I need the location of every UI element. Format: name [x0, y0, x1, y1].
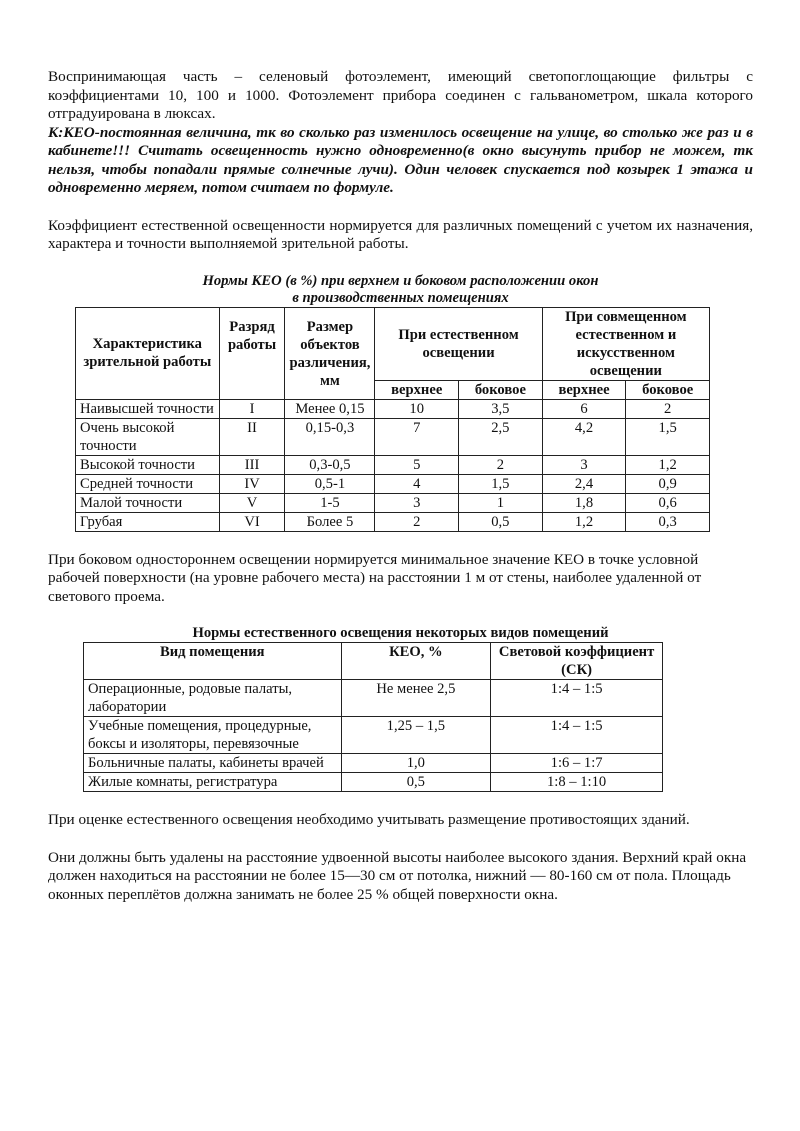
paragraph-buildings: При оценке естественного освещения необходимо учитывать размещение противостоящих зданий. — [48, 811, 690, 828]
cell-room: Учебные помещения, процедурные, боксы и изоляторы, перевязочные — [84, 717, 342, 754]
room-lighting-table — [83, 642, 663, 792]
table-row — [84, 754, 663, 773]
header-combined-side: боковое — [626, 380, 710, 399]
header-sk: Световой коэффициент (СК) — [491, 643, 663, 680]
cell-sk: 1:8 – 1:10 — [491, 773, 663, 792]
table-row — [76, 512, 710, 531]
cell-natural-side: 1,5 — [459, 474, 543, 493]
cell-characteristic: Очень высокой точности — [76, 418, 220, 455]
header-combined-top: верхнее — [542, 380, 626, 399]
cell-room: Жилые комнаты, регистратура — [84, 773, 342, 792]
cell-natural-side: 0,5 — [459, 512, 543, 531]
cell-natural-top: 2 — [375, 512, 459, 531]
cell-natural-side: 1 — [459, 493, 543, 512]
table-row — [76, 493, 710, 512]
header-combined: При совмещенном естественном и искусственном освещении — [542, 307, 709, 380]
table-row — [84, 717, 663, 754]
paragraph-photocell: Воспринимающая часть – селеновый фотоэлемент, имеющий светопоглощающие фильтры с коэффициентами 10, 100 и 1000. Фотоэлемент прибора соединен с гальванометром, шкала которого отградуирована в люксах. — [48, 68, 753, 122]
cell-combined-top: 1,8 — [542, 493, 626, 512]
cell-size: Менее 0,15 — [285, 399, 375, 418]
cell-category: V — [219, 493, 285, 512]
cell-size: 1-5 — [285, 493, 375, 512]
header-category: Разряд работы — [219, 307, 285, 399]
cell-combined-top: 2,4 — [542, 474, 626, 493]
cell-combined-side: 0,6 — [626, 493, 710, 512]
paragraph-side-lighting: При боковом одностороннем освещении нормируется минимальное значение КЕО в точке условной рабочей поверхности (на уровне рабочего места) на расстоянии 1 м от стены, наиболее удаленной от светового проема. — [48, 550, 702, 605]
cell-combined-top: 4,2 — [542, 418, 626, 455]
table-row — [84, 680, 663, 717]
cell-combined-top: 1,2 — [542, 512, 626, 531]
cell-natural-top: 4 — [375, 474, 459, 493]
cell-room: Операционные, родовые палаты, лаборатории — [84, 680, 342, 717]
cell-characteristic: Высокой точности — [76, 455, 220, 474]
cell-natural-top: 7 — [375, 418, 459, 455]
cell-size: Более 5 — [285, 512, 375, 531]
cell-sk: 1:6 – 1:7 — [491, 754, 663, 773]
cell-size: 0,3-0,5 — [285, 455, 375, 474]
header-natural: При естественном освещении — [375, 307, 542, 380]
table-row — [76, 455, 710, 474]
cell-characteristic: Малой точности — [76, 493, 220, 512]
cell-combined-side: 1,5 — [626, 418, 710, 455]
table2-caption: Нормы естественного освещения некоторых видов помещений — [192, 625, 609, 641]
paragraph-keo-note: К:КЕО-постоянная величина, тк во сколько раз изменилось освещение на улице, во столько же раз и в кабинете!!! Считать освещенность нужно одновременно(в окно высунуть прибор не можем, тк нельзя, чтобы попадали прямые солнечные лучи). Один человек спускается под козырек 1 этажа и одновременно меряем, потом считаем по формуле. — [48, 123, 753, 196]
keo-norms-table — [75, 307, 710, 532]
cell-characteristic: Грубая — [76, 512, 220, 531]
table-row — [76, 399, 710, 418]
cell-characteristic: Наивысшей точности — [76, 399, 220, 418]
cell-sk: 1:4 – 1:5 — [491, 717, 663, 754]
cell-keo: 1,25 – 1,5 — [341, 717, 491, 754]
cell-natural-top: 3 — [375, 493, 459, 512]
cell-combined-side: 0,3 — [626, 512, 710, 531]
header-keo: КЕО, % — [341, 643, 491, 680]
table-row — [84, 773, 663, 792]
header-natural-side: боковое — [459, 380, 543, 399]
header-size: Размер объектов различения, мм — [285, 307, 375, 399]
cell-category: IV — [219, 474, 285, 493]
cell-natural-top: 5 — [375, 455, 459, 474]
cell-combined-top: 3 — [542, 455, 626, 474]
header-natural-top: верхнее — [375, 380, 459, 399]
header-room: Вид помещения — [84, 643, 342, 680]
cell-category: VI — [219, 512, 285, 531]
table-row — [76, 418, 710, 455]
cell-size: 0,5-1 — [285, 474, 375, 493]
cell-natural-side: 2 — [459, 455, 543, 474]
table1-caption-line2: в производственных помещениях — [292, 289, 509, 306]
cell-keo: 1,0 — [341, 754, 491, 773]
table1-caption — [48, 273, 753, 307]
cell-sk: 1:4 – 1:5 — [491, 680, 663, 717]
cell-combined-side: 2 — [626, 399, 710, 418]
cell-characteristic: Средней точности — [76, 474, 220, 493]
cell-room: Больничные палаты, кабинеты врачей — [84, 754, 342, 773]
cell-keo: Не менее 2,5 — [341, 680, 491, 717]
header-characteristic: Характеристика зрительной работы — [76, 307, 220, 399]
paragraph-keo-norm: Коэффициент естественной освещенности нормируется для различных помещений с учетом их назначения, характера и точности выполняемой зрительной работы. — [48, 216, 753, 252]
cell-combined-side: 0,9 — [626, 474, 710, 493]
cell-category: III — [219, 455, 285, 474]
cell-natural-top: 10 — [375, 399, 459, 418]
document-page — [48, 68, 753, 904]
table1-caption-line1: Нормы КЕО (в %) при верхнем и боковом расположении окон — [202, 272, 599, 289]
cell-natural-side: 2,5 — [459, 418, 543, 455]
cell-combined-top: 6 — [542, 399, 626, 418]
cell-category: II — [219, 418, 285, 455]
cell-size: 0,15-0,3 — [285, 418, 375, 455]
cell-combined-side: 1,2 — [626, 455, 710, 474]
cell-natural-side: 3,5 — [459, 399, 543, 418]
cell-keo: 0,5 — [341, 773, 491, 792]
paragraph-window-position: Они должны быть удалены на расстояние удвоенной высоты наиболее высокого здания. Верхний край окна должен находиться на расстоянии не более 15—30 см от потолка, нижний — 80-160 см от пола. Площадь оконных переплётов должна занимать не более 25 % общей поверхности окна. — [48, 848, 747, 903]
table-row — [76, 474, 710, 493]
cell-category: I — [219, 399, 285, 418]
